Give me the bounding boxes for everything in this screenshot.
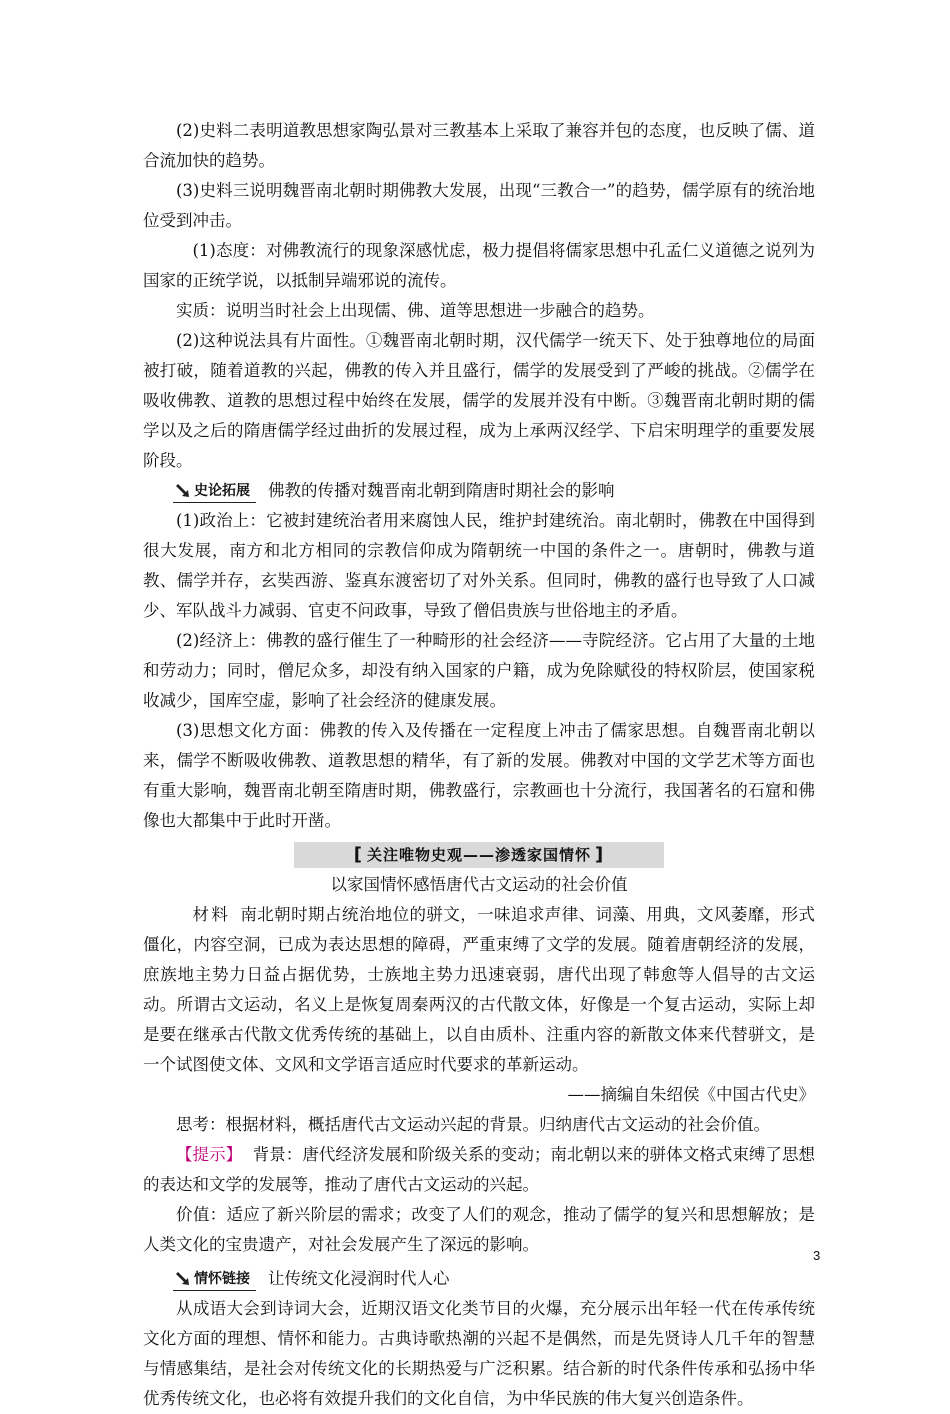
paragraph-material xyxy=(143,900,815,1080)
paragraph-onesided: (2)这种说法具有片面性。①魏晋南北朝时期，汉代儒学一统天下、处于独尊地位的局面被打破，随着道教的兴起，佛教的传入并且盛行，儒学的发展受到了严峻的挑战。②儒学在吸收佛教、道教的思想过程中始终在发展，儒学的发展并没有中断。③魏晋南北朝时期的儒学以及之后的隋唐儒学经过曲折的发展过程，成为上承两汉经学、下启宋明理学的重要发展阶段。 xyxy=(143,331,815,470)
paragraph-hint xyxy=(143,1140,815,1200)
qinghuai-header xyxy=(143,1264,815,1294)
page-content xyxy=(143,116,815,1414)
paragraph-tradition: 从成语大会到诗词大会，近期汉语文化类节目的火爆，充分展示出年轻一代在传承传统文化方面的理想、情怀和能力。古典诗歌热潮的兴起不是偶然，而是先贤诗人几千年的智慧与情感集结，是社会对传统文化的长期热爱与广泛积累。结合新的时代条件传承和弘扬中华优秀传统文化，也必将有效提升我们的文化自信，为中华民族的伟大复兴创造条件。 xyxy=(143,1299,815,1408)
section-banner xyxy=(143,842,815,868)
banner-title: 关注唯物史观——渗透家国情怀 xyxy=(366,846,591,864)
page-number: 3 xyxy=(813,1248,821,1263)
paragraph-value: 价值：适应了新兴阶层的需求；改变了人们的观念，推动了儒学的复兴和思想解放；是人类文化的宝贵遗产，对社会发展产生了深远的影响。 xyxy=(143,1205,815,1254)
shilun-heading: 佛教的传播对魏晋南北朝到隋唐时期社会的影响 xyxy=(268,481,615,500)
paragraph-culture: (3)思想文化方面：佛教的传入及传播在一定程度上冲击了儒家思想。自魏晋南北朝以来，儒学不断吸收佛教、道教思想的精华，有了新的发展。佛教对中国的文学艺术等方面也有重大影响，魏晋南北朝至隋唐时期，佛教盛行，宗教画也十分流行，我国著名的石窟和佛像也大都集中于此时开凿。 xyxy=(143,721,815,830)
guwen-title: 以家国情怀感悟唐代古文运动的社会价值 xyxy=(330,875,628,894)
banner-right-bracket: ] xyxy=(595,844,605,865)
arrow-pen-icon xyxy=(175,1272,191,1286)
qinghuai-heading: 让传统文化浸润时代人心 xyxy=(268,1269,450,1288)
banner-left-bracket: [ xyxy=(353,844,363,865)
paragraph-shiliao-2: (2)史料二表明道教思想家陶弘景对三教基本上采取了兼容并包的态度，也反映了儒、道合流加快的趋势。 xyxy=(143,121,815,170)
qinghuai-tag xyxy=(173,1268,256,1291)
paragraph-shiliao-3: (3)史料三说明魏晋南北朝时期佛教大发展，出现“三教合一”的趋势，儒学原有的统治地位受到冲击。 xyxy=(143,181,815,230)
material-label: 材料 xyxy=(192,905,231,924)
paragraph-essence: 实质：说明当时社会上出现儒、佛、道等思想进一步融合的趋势。 xyxy=(176,301,655,320)
paragraph-attitude: (1)态度：对佛教流行的现象深感忧虑，极力提倡将儒家思想中孔孟仁义道德之说列为国家的正统学说，以抵制异端邪说的流传。 xyxy=(143,241,815,290)
hint-label: 【提示】 xyxy=(176,1145,243,1164)
shilun-tag xyxy=(173,480,256,503)
arrow-pen-icon xyxy=(175,484,191,498)
paragraph-question: 思考：根据材料，概括唐代古文运动兴起的背景。归纳唐代古文运动的社会价值。 xyxy=(176,1115,770,1134)
material-source: ——摘编自朱绍侯《中国古代史》 xyxy=(567,1085,815,1104)
banner-box xyxy=(294,842,664,868)
material-text: 南北朝时期占统治地位的骈文，一味追求声律、词藻、用典，文风萎靡，形式僵化，内容空洞，已成为表达思想的障碍，严重束缚了文学的发展。随着唐朝经济的发展，庶族地主势力日益占据优势，士族地主势力迅速衰弱，唐代出现了韩愈等人倡导的古文运动。所谓古文运动，名义上是恢复周秦两汉的古代散文体，好像是一个复古运动，实际上却是要在继承古代散文优秀传统的基础上，以自由质朴、注重内容的新散文体来代替骈文，是一个试图使文体、文风和文学语言适应时代要求的革新运动。 xyxy=(143,905,816,1074)
shilun-tag-label: 史论拓展 xyxy=(194,482,250,499)
qinghuai-tag-label: 情怀链接 xyxy=(194,1270,250,1287)
paragraph-politics: (1)政治上：它被封建统治者用来腐蚀人民，维护封建统治。南北朝时，佛教在中国得到很大发展，南方和北方相同的宗教信仰成为隋朝统一中国的条件之一。唐朝时，佛教与道教、儒学并存，玄奘西游、鉴真东渡密切了对外关系。但同时，佛教的盛行也导致了人口减少、军队战斗力减弱、官吏不问政事，导致了僧侣贵族与世俗地主的矛盾。 xyxy=(143,511,815,620)
shilun-header xyxy=(143,476,815,506)
hint-text: 背景：唐代经济发展和阶级关系的变动；南北朝以来的骈体文格式束缚了思想的表达和文学的发展等，推动了唐代古文运动的兴起。 xyxy=(143,1145,816,1194)
paragraph-economy: (2)经济上：佛教的盛行催生了一种畸形的社会经济——寺院经济。它占用了大量的土地和劳动力；同时，僧尼众多，却没有纳入国家的户籍，成为免除赋役的特权阶层，使国家税收减少，国库空虚，影响了社会经济的健康发展。 xyxy=(143,631,815,710)
